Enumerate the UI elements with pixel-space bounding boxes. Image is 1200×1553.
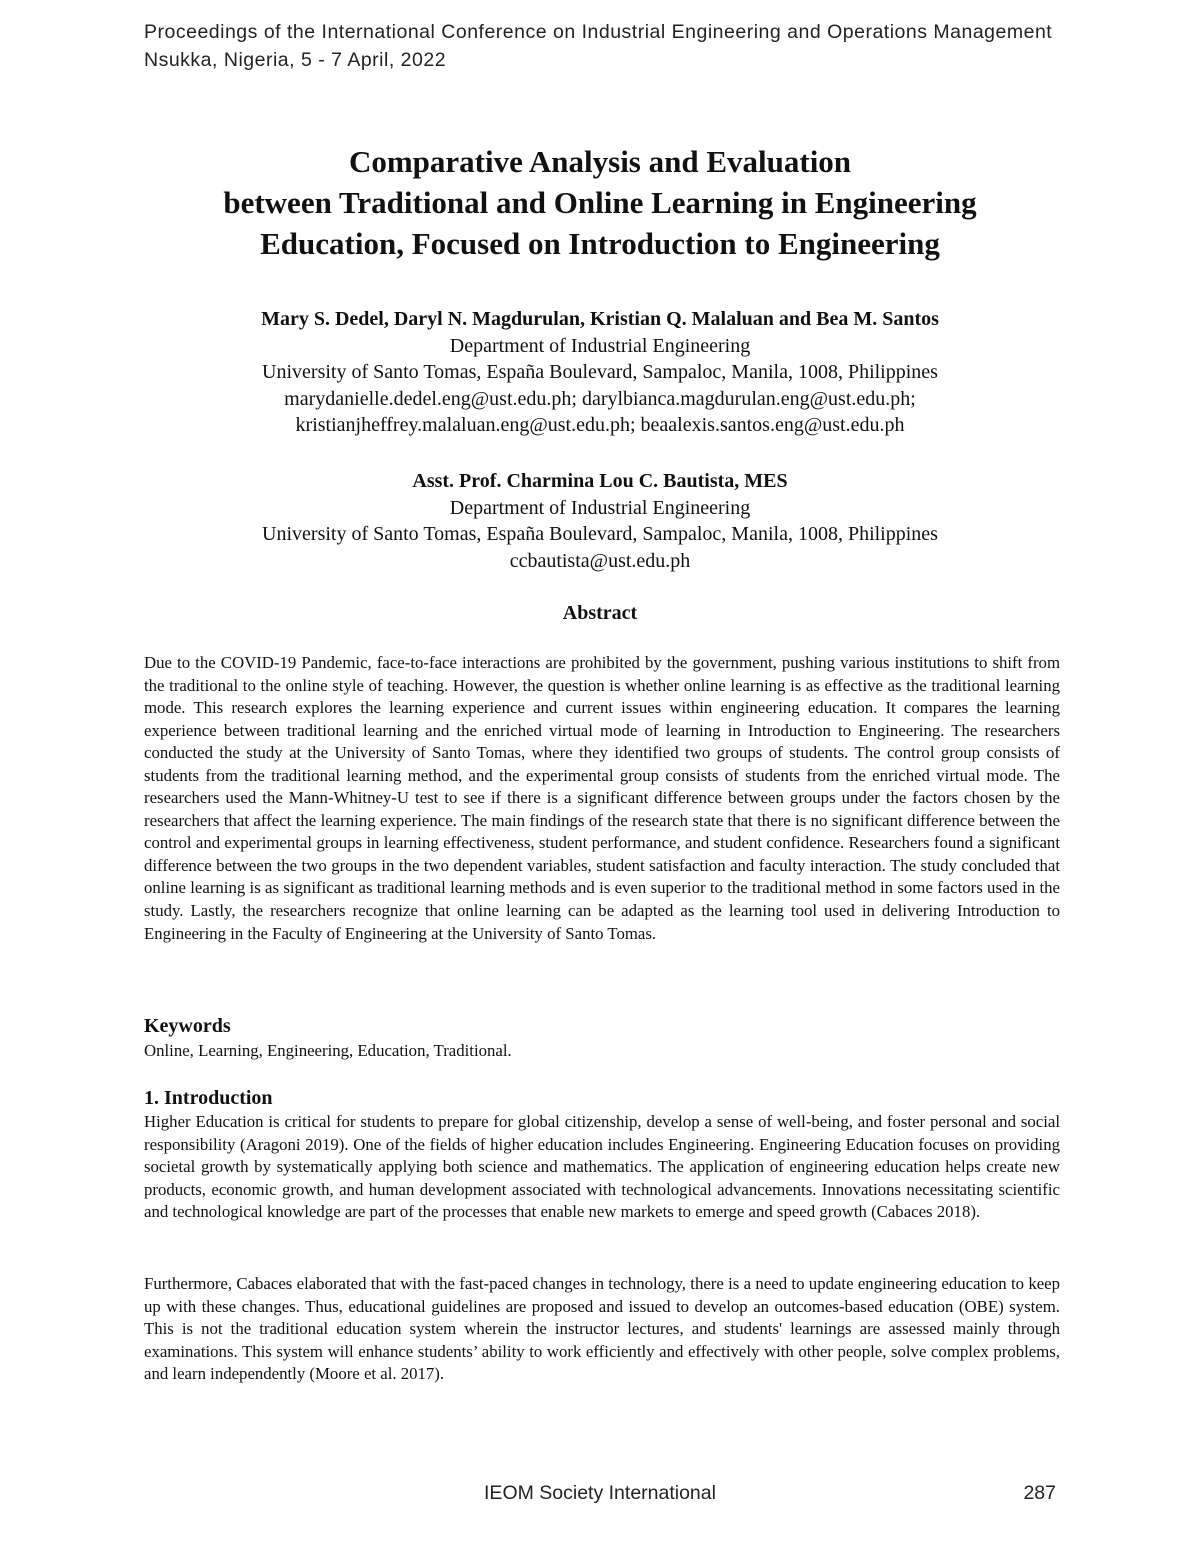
author-names: Mary S. Dedel, Daryl N. Magdurulan, Kristian Q. Malaluan and Bea M. Santos bbox=[261, 308, 939, 330]
footer-publisher: IEOM Society International bbox=[484, 1482, 716, 1504]
keywords-text: Online, Learning, Engineering, Education, Traditional. bbox=[144, 1041, 512, 1060]
introduction-paragraph-2: Furthermore, Cabaces elaborated that with the fast-paced changes in technology, there is a need to update engineering education to keep up with these changes. Thus, educational guidelines are proposed and issued to develop an outcomes-based education (OBE) system. This is not the traditional education system wherein the instructor lectures, and students' learnings are assessed mainly through examinations. This system will enhance students’ ability to work efficiently and effectively with other people, solve complex problems, and learn independently (Moore et al. 2017). bbox=[144, 1274, 1060, 1384]
introduction-heading: 1. Introduction bbox=[144, 1087, 273, 1109]
author-emails-line-2: kristianjheffrey.malaluan.eng@ust.edu.ph; beaalexis.santos.eng@ust.edu.ph bbox=[295, 414, 905, 436]
author-block-advisor bbox=[100, 468, 1100, 574]
title-line-3: Education, Focused on Introduction to Engineering bbox=[260, 226, 940, 261]
conference-name: Proceedings of the International Conference on Industrial Engineering and Operations Management bbox=[144, 21, 1053, 43]
conference-location-date: Nsukka, Nigeria, 5 - 7 April, 2022 bbox=[144, 49, 447, 71]
advisor-email: ccbautista@ust.edu.ph bbox=[509, 549, 691, 572]
page-number: 287 bbox=[1023, 1482, 1056, 1504]
running-header bbox=[144, 18, 1052, 74]
advisor-address: University of Santo Tomas, España Boulevard, Sampaloc, Manila, 1008, Philippines bbox=[262, 523, 938, 545]
author-block-primary bbox=[100, 306, 1100, 439]
introduction-paragraph-1: Higher Education is critical for students to prepare for global citizenship, develop a sense of well-being, and foster personal and social responsibility (Aragoni 2019). One of the fields of higher education includes Engineering. Engineering Education focuses on providing societal growth by systematically applying both science and mathematics. The application of engineering education helps create new products, economic growth, and human development associated with technological advancements. Innovations necessitating scientific and technological knowledge are part of the processes that enable new markets to emerge and speed growth (Cabaces 2018). bbox=[144, 1112, 1060, 1222]
author-department: Department of Industrial Engineering bbox=[449, 334, 751, 357]
abstract-text: Due to the COVID-19 Pandemic, face-to-face interactions are prohibited by the government, pushing various institutions to shift from the traditional to the online style of teaching. However, the question is whether online learning is as effective as the traditional learning mode. This research explores the learning experience and current issues within engineering education. It compares the learning experience between traditional learning and the enriched virtual mode of learning in Introduction to Engineering. The researchers conducted the study at the University of Santo Tomas, where they identified two groups of students. The control group consists of students from the traditional learning method, and the experimental group consists of students from the enriched virtual mode. The researchers used the Mann-Whitney-U test to see if there is a significant difference between groups under the factors chosen by the researchers that affect the learning experience. The main findings of the research state that there is no significant difference between the control and experimental groups in learning effectiveness, student performance, and student confidence. Researchers found a significant difference between the two groups in the two dependent variables, student satisfaction and faculty interaction. The study concluded that online learning is as significant as traditional learning methods and is even superior to the traditional method in some factors used in the study. Lastly, the researchers recognize that online learning can be adapted as the learning tool used in delivering Introduction to Engineering in the Faculty of Engineering at the University of Santo Tomas. bbox=[144, 653, 1060, 943]
abstract-heading: Abstract bbox=[562, 602, 638, 624]
advisor-department: Department of Industrial Engineering bbox=[449, 496, 751, 519]
title-line-1: Comparative Analysis and Evaluation bbox=[348, 144, 852, 179]
paper-title bbox=[100, 141, 1100, 264]
title-line-2: between Traditional and Online Learning in Engineering bbox=[223, 185, 977, 220]
author-emails-line-1: marydanielle.dedel.eng@ust.edu.ph; darylbianca.magdurulan.eng@ust.edu.ph; bbox=[284, 387, 916, 410]
keywords-heading: Keywords bbox=[144, 1015, 231, 1037]
author-address: University of Santo Tomas, España Boulevard, Sampaloc, Manila, 1008, Philippines bbox=[262, 361, 938, 383]
advisor-name: Asst. Prof. Charmina Lou C. Bautista, MES bbox=[412, 470, 788, 492]
